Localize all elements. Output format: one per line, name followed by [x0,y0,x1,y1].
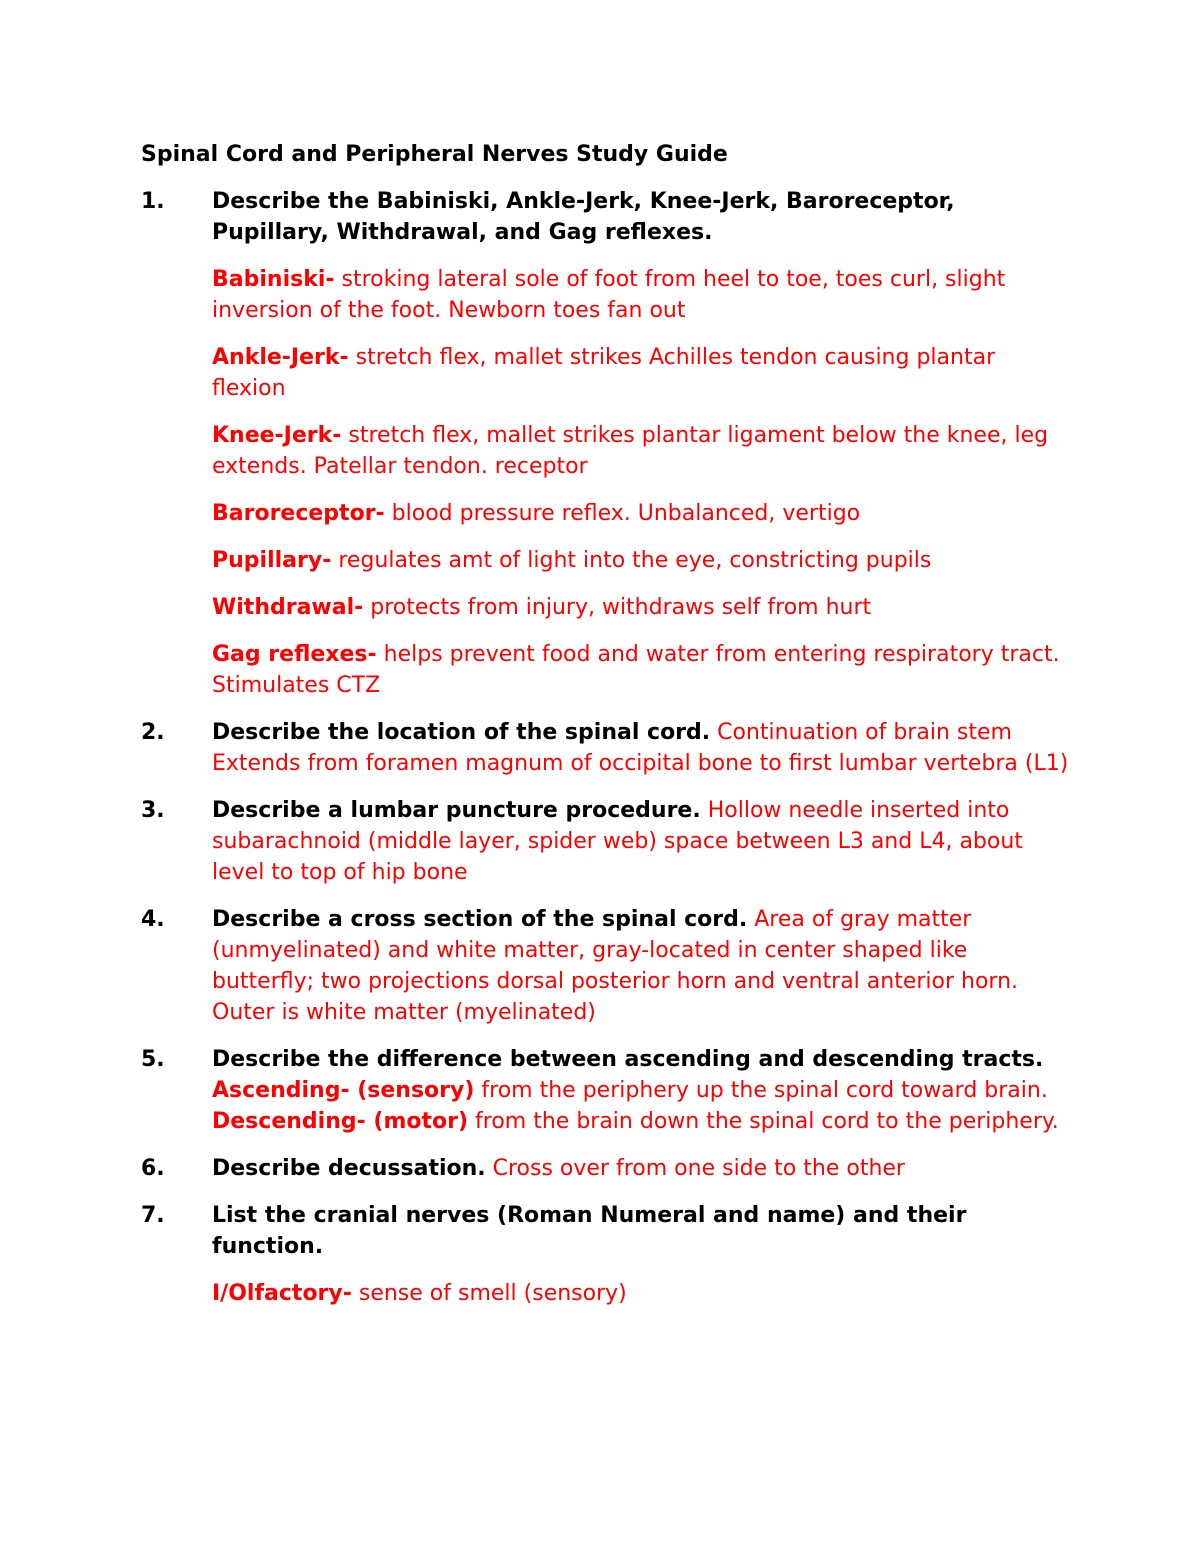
question-number: 4. [141,907,165,932]
question-5 [141,1044,1071,1137]
question-text: List the cranial nerves (Roman Numeral and name) and their function. [212,1203,967,1259]
answer-term: Babiniski- [212,267,335,292]
answer-text: stroking lateral sole of foot from heel to toe, toes curl, slight inversion of the foot. Newborn toes fan out [212,267,1006,323]
question-number: 3. [141,798,165,823]
answer-term-ascending: Ascending- (sensory) [212,1078,475,1103]
answer-term: Knee-Jerk- [212,423,342,448]
question-7 [141,1200,1071,1262]
answer-babiniski [141,264,1071,326]
answer-term: Withdrawal- [212,595,364,620]
question-text: Describe a lumbar puncture procedure. [212,798,701,823]
question-number: 2. [141,720,165,745]
question-number: 7. [141,1203,165,1228]
answer-text: sense of smell (sensory) [351,1281,627,1306]
answer-text: regulates amt of light into the eye, constricting pupils [331,548,932,573]
answer-text: Hollow needle inserted into subarachnoid (middle layer, spider web) space between L3 and L4, about level to top of hip bone [212,798,1023,885]
answer-text: Cross over from one side to the other [485,1156,905,1181]
answer-text-descending: from the brain down the spinal cord to the periphery. [468,1109,1059,1134]
question-text: Describe decussation. [212,1156,486,1181]
answer-term: Gag reflexes- [212,642,377,667]
question-3 [141,795,1071,888]
question-number: 1. [141,189,165,214]
question-2 [141,717,1071,779]
answer-term-descending: Descending- (motor) [212,1109,469,1134]
question-number: 5. [141,1047,165,1072]
answer-knee-jerk [141,420,1071,482]
answer-text: stretch flex, mallet strikes Achilles tendon causing plantar flexion [212,345,996,401]
answer-term: Baroreceptor- [212,501,385,526]
answer-olfactory [141,1278,1071,1309]
answer-text: Area of gray matter (unmyelinated) and white matter, gray-located in center shaped like butterfly; two projections dorsal posterior horn and ventral anterior horn. Outer is white matter (myelinated) [212,907,1019,1025]
answer-text: protects from injury, withdraws self from hurt [363,595,872,620]
answer-gag-reflexes [141,639,1071,701]
answer-withdrawal [141,592,1071,623]
question-text: Describe the difference between ascending and descending tracts. [212,1047,1044,1072]
answer-text: helps prevent food and water from entering respiratory tract. Stimulates CTZ [212,642,1060,698]
answer-term: Ankle-Jerk- [212,345,349,370]
answer-term: I/Olfactory- [212,1281,352,1306]
question-number: 6. [141,1156,165,1181]
answer-text: Continuation of brain stem Extends from foramen magnum of occipital bone to first lumbar vertebra (L1) [212,720,1069,776]
question-4 [141,904,1071,1028]
document-page [141,139,1071,1325]
answer-term: Pupillary- [212,548,332,573]
answer-text: blood pressure reflex. Unbalanced, vertigo [384,501,861,526]
question-text: Describe the Babiniski, Ankle-Jerk, Knee-Jerk, Baroreceptor, Pupillary, Withdrawal, and Gag reflexes. [212,189,955,245]
document-title: Spinal Cord and Peripheral Nerves Study Guide [141,142,728,167]
question-text: Describe the location of the spinal cord. [212,720,711,745]
answer-baroreceptor [141,498,1071,529]
question-6 [141,1153,1071,1184]
answer-text-ascending: from the periphery up the spinal cord toward brain. [474,1078,1048,1103]
question-text: Describe a cross section of the spinal cord. [212,907,748,932]
question-1 [141,186,1071,248]
answer-text: stretch flex, mallet strikes plantar ligament below the knee, leg extends. Patellar tendon. receptor [212,423,1049,479]
answer-ankle-jerk [141,342,1071,404]
answer-pupillary [141,545,1071,576]
